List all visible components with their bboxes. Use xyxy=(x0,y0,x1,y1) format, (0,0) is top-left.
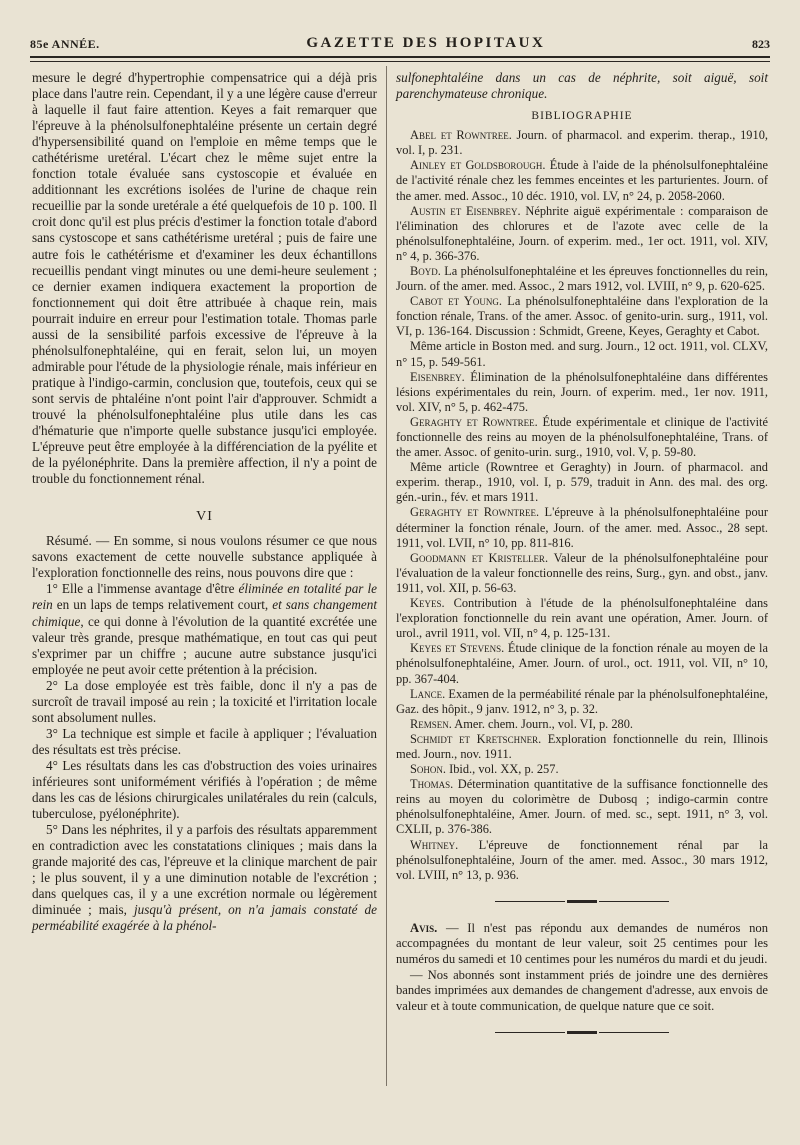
summary-item-1: 1° Elle a l'immense avantage d'être éliminée en totalité par le rein en un laps de temps relativement court, et sans changement chimique, ce qui donne à l'évolution de la quantité excrétée une valeur très grande, presque mathématique, en tout cas qui peut s'exprimer par un chiffre ; aucune autre substance jusqu'ici employée ne peut avoir cette prétention à la précision. xyxy=(32,581,378,677)
ornament-divider-bottom xyxy=(396,1024,768,1040)
summary-item-5: 5° Dans les néphrites, il y a parfois des résultats apparemment en contradiction avec les constatations cliniques ; mais dans la grande majorité des cas, l'épreuve et la clinique marchent de pair ; le plus souvent, il y a une diminution notable de l'excrétion ; dans quelques cas, il y a une excrétion normale ou légèrement diminuée ; mais, jusqu'à présent, on n'a jamais constaté de perméabilité exagérée à la phénol- xyxy=(32,822,377,934)
summary-item-2: 2° La dose employée est très faible, donc il n'y a pas de surcroît de travail imposé au rein ; la toxicité et l'irritation locale sont absolument nulles. xyxy=(32,677,377,725)
reference-text: La phénolsulfonephtaléine dans l'exploration de la fonction rénale, Trans. of the amer. Assoc. of genito-urin. surg., 1911, vol. VI, p. 136-164. Discussion : Schmidt, Greene, Keyes, Geraghty et Cabot. xyxy=(396,294,768,339)
body-paragraph: mesure le degré d'hypertrophie compensatrice qui a déjà pris place dans l'autre rein. Cependant, il y a une légère cause d'erreur à laquelle il faut faire attention. Keyes a fait remarquer que l'épreuve à la phénolsulfonephtaléine présente un certain degré d'hypersensibilité quand on l'emploie en même temps que le cathétérisme uretéral. L'écart chez le même sujet entre la fonction totale évaluée sans cystoscopie et évaluée en additionnant les excrétions isolées de l'urine de chaque rein recueillie par la sonde uretérale a été quelquefois de 10 p. 100. Il croit donc qu'il est plus précis d'estimer la fonction totale d'abord sans cystoscope et sans cathétérisme uretéral ; puis de faire une autre fois le cathétérisme et d'examiner les deux échantillons recueillis pendant vingt minutes ou une demi-heure seulement ; ce dernier examen indiquera exactement la proportion de fonctionnement qui doit être attribuée à chaque rein, mais pourrait induire en erreur pour l'estimation totale. Thomas parle aussi de la sensibilité parfois excessive de l'épreuve à la phénolsulfonephtaléine, qui en ferait, selon lui, un moyen admirable pour l'étude de la physiologie rénale, mais inférieur en pratique à l'indigo-carmin, conclusion que, toutefois, ceux qui se sont servis de phtaléine n'ont point l'air d'approuver. Schmidt a trouvé la phénolsulfonephtaléine plus utile dans les cas d'hématurie que n'importe quelle substance jusqu'ici employée. L'épreuve peut être employée à la différenciation de la pyélite et de la pyélonéphrite. Dans la première affection, il n'y a point de trouble du fonctionnement rénal. xyxy=(32,70,377,487)
notice-paragraph-2: — Nos abonnés sont instamment priés de joindre une des dernières bandes imprimées aux demandes de changement d'adresse, aux envois de valeur et à toute communication, de quelque nature que ce soit. xyxy=(396,967,768,1013)
section-numeral: VI xyxy=(196,509,213,525)
reference-author: Ainley et Goldsborough. xyxy=(410,158,546,173)
bibliography-entry xyxy=(396,641,768,686)
column-divider xyxy=(386,66,387,1086)
reference-author: Lance. xyxy=(410,686,446,701)
reference-text: Étude clinique de la fonction rénale au moyen de la phénolsulfonephtaléine, Amer. Journ. of urol., oct. 1911, vol. VII, n° 10, pp. 367-404. xyxy=(396,641,768,686)
reference-text: Ibid., vol. XX, p. 257. xyxy=(446,762,559,777)
bibliography-list xyxy=(396,128,768,883)
reference-text: Étude à l'aide de la phénolsulfonephtaléine de l'activité rénale chez les femmes enceintes et les parturientes. Journ. of the amer. med. Assoc., 10 déc. 1910, vol. LV, n° 24, p. 2058-2060. xyxy=(396,158,768,203)
reference-text: La phénolsulfonephtaléine et les épreuves fonctionnelles du rein, Journ. of the amer. med. Assoc., 2 mars 1912, vol. LVIII, n° 9, p. 620-625. xyxy=(396,263,768,294)
reference-text: Même article (Rowntree et Geraghty) in Journ. of pharmacol. and experim. therap., 1910, vol. I, p. 579, traduit in Ann. des mal. des org. gén.-urin., fév. et mars 1911. xyxy=(396,460,768,505)
continuation-text: sulfonephtaléine dans un cas de néphrite, soit aiguë, soit parenchymateuse chronique. xyxy=(396,70,768,102)
resume-label: Résumé. xyxy=(46,533,92,549)
reference-text: Examen de la perméabilité rénale par la phénolsulfonephtaléine, Gaz. des hôpit., 9 janv. 1912, n° 3, p. 32. xyxy=(396,686,768,716)
right-column xyxy=(396,70,768,1052)
bibliography-entry xyxy=(396,339,768,369)
notice-paragraph-1: Avis. — Il n'est pas répondu aux demandes de numéros non accompagnées du montant de leur valeur, soit 25 centimes pour les numéros du samedi et 10 centimes pour les numéros du mardi et du jeudi. xyxy=(396,920,768,967)
bibliography-entry xyxy=(396,777,768,837)
summary-item-4: 4° Les résultats dans les cas d'obstruction des voies urinaires inférieures sont uniformément vérifiés à l'opération ; de même dans les cas de lésions chirurgicales unilatérales du rein (calculs, tuberculose, pyélonéphrite). xyxy=(32,757,377,822)
reference-author: Eisenbrey. xyxy=(410,369,465,384)
bibliography-entry xyxy=(396,551,768,596)
bibliography-entry xyxy=(396,596,768,641)
reference-author: Boyd. xyxy=(410,263,441,278)
reference-text: L'épreuve de fonctionnement rénal par la phénolsulfonephtaléine, Journ of the amer. med. Assoc., 30 mars 1912, vol. LVIII, n° 13, p. 936. xyxy=(396,837,768,882)
bibliography-entry xyxy=(396,460,768,505)
reference-author: Austin et Eisenbrey. xyxy=(410,203,521,218)
reference-text: Même article in Boston med. and surg. Journ., 12 oct. 1911, vol. CLXV, n° 15, p. 549-561. xyxy=(396,339,768,369)
bibliography-entry xyxy=(396,264,768,294)
edition-year: 85e ANNÉE. xyxy=(30,37,100,51)
bibliography-entry xyxy=(396,294,768,339)
reference-text: Contribution à l'étude de la phénolsulfonephtaléine dans l'exploration fonctionnelle du rein avant une opération, Amer. Journ. of urol., avril 1911, vol. VII, n° 4, p. 125-131. xyxy=(396,596,768,641)
reference-author: Remsen. xyxy=(410,716,452,731)
reference-text: Néphrite aiguë expérimentale : comparaison de l'élimination des chlorures et de l'azote avec celle de la phénolsulfonephtaléine, Journ. of experim. med., 1er oct. 1911, vol. XIV, n° 4, p. 366-376. xyxy=(396,203,769,263)
bibliography-entry xyxy=(396,415,768,460)
reference-author: Whitney. xyxy=(410,837,459,852)
notice-label: Avis. xyxy=(410,920,438,935)
reference-author: Geraghty et Rowntree. xyxy=(410,414,538,429)
bibliography-entry xyxy=(396,687,768,717)
reference-text: Journ. of pharmacol. and experim. therap., 1910, vol. I, p. 231. xyxy=(396,128,768,158)
summary-item-3: 3° La technique est simple et facile à appliquer ; l'évaluation des résultats est très précise. xyxy=(32,725,377,757)
bibliography-heading: BIBLIOGRAPHIE xyxy=(531,110,633,123)
bibliography-entry xyxy=(396,505,768,550)
reference-text: Élimination de la phénolsulfonephtaléine dans différentes lésions expérimentales du rein, Journ. of experim. med., 1er nov. 1911, vol. XIV, n° 5, p. 462-475. xyxy=(396,369,768,414)
reference-text: Détermination quantitative de la suffisance fonctionnelle des reins au moyen du colorimètre de Dubosq ; indigo-carmin contre phénolsulfonephtaléine, Amer. Journ. of med. sc., sept. 1911, n° 3, vol. CXLII, p. 376-386. xyxy=(396,777,768,837)
reference-author: Abel et Rowntree. xyxy=(410,128,512,143)
notice-block xyxy=(396,921,768,1015)
reference-author: Sohon. xyxy=(410,762,446,777)
reference-author: Goodmann et Kristeller. xyxy=(410,550,549,565)
resume-intro: — En somme, si nous voulons résumer ce que nous savons exactement de cette nouvelle substance appliquée à l'exploration fonctionnelle des reins, nous pouvons dire que : xyxy=(32,533,377,581)
reference-text: L'épreuve à la phénolsulfonephtaléine pour déterminer la fonction rénale, Journ. of the amer. med. Assoc., 28 sept. 1911, vol. LVII, n° 10, pp. 811-816. xyxy=(396,505,768,550)
reference-text: Amer. chem. Journ., vol. VI, p. 280. xyxy=(451,716,634,731)
reference-author: Thomas. xyxy=(410,777,454,792)
page-number: 823 xyxy=(751,37,770,51)
header-rule-thin xyxy=(30,61,770,62)
reference-text: Étude expérimentale et clinique de l'activité fonctionnelle des reins au moyen de la phénolsulfonephtaléine, Trans. of the amer. Assoc. of genito-urin. surg., 1910, vol. V, p. 59-80. xyxy=(396,414,768,460)
header-rule-thick xyxy=(30,56,770,58)
reference-author: Keyes et Stevens. xyxy=(410,641,505,656)
reference-author: Cabot et Young. xyxy=(410,294,502,309)
page-header xyxy=(30,28,770,52)
reference-text: Valeur de la phénolsulfonephtaléine pour l'évaluation de la valeur fonctionnelle des reins, Surg., gyn. and obst., janv. 1911, vol. XII, p. 56-63. xyxy=(396,550,769,595)
bibliography-entry xyxy=(396,732,768,762)
ornament-divider xyxy=(396,893,768,909)
bibliography-entry xyxy=(396,762,768,777)
bibliography-entry xyxy=(396,204,768,264)
bibliography-entry xyxy=(396,158,768,203)
reference-author: Schmidt et Kretschner. xyxy=(410,731,542,746)
left-column xyxy=(32,70,377,934)
resume-paragraph xyxy=(32,533,377,581)
bibliography-entry xyxy=(396,717,768,732)
reference-author: Geraghty et Rowntree. xyxy=(410,505,540,520)
journal-title: GAZETTE DES HOPITAUX xyxy=(306,35,546,51)
bibliography-entry xyxy=(396,370,768,415)
reference-author: Keyes. xyxy=(410,596,445,611)
bibliography-entry xyxy=(396,838,768,883)
bibliography-entry xyxy=(396,128,768,158)
reference-text: Exploration fonctionnelle du rein, Illinois med. Journ., nov. 1911. xyxy=(396,731,768,761)
